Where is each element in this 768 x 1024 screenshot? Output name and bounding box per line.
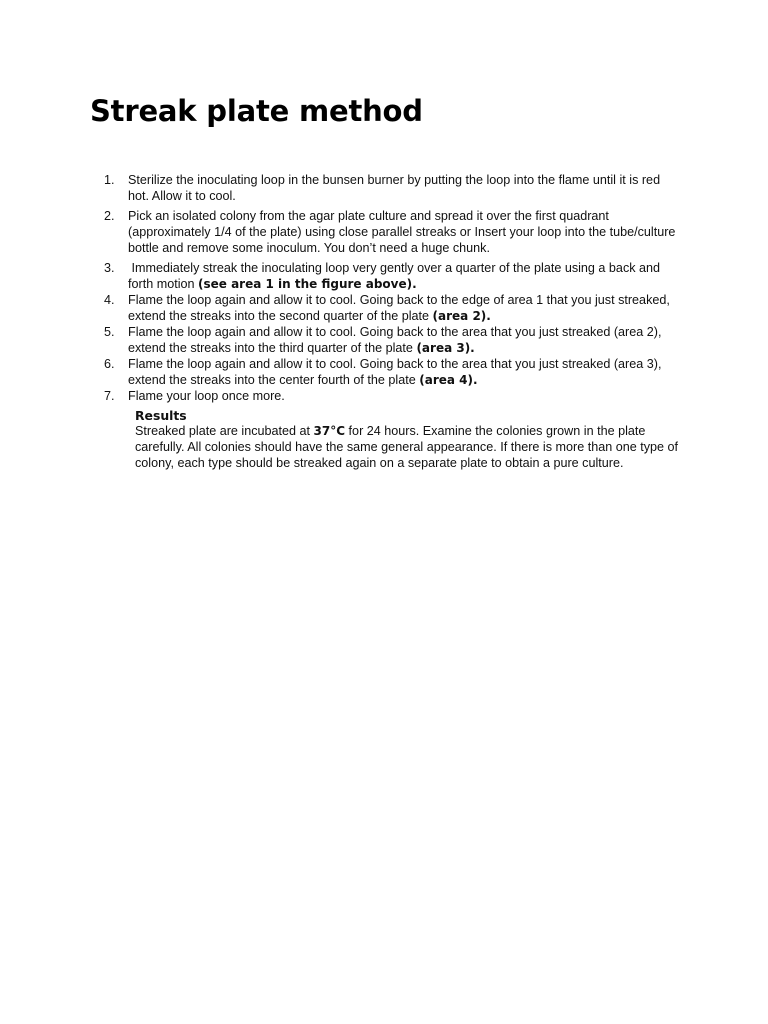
results-section xyxy=(135,408,680,471)
step-bold-text: (see area 1 in the figure above). xyxy=(198,277,417,291)
list-item xyxy=(90,172,680,204)
list-item xyxy=(90,208,680,256)
results-heading: Results xyxy=(135,408,187,423)
page-title: Streak plate method xyxy=(90,94,423,128)
list-item xyxy=(90,388,680,404)
results-paragraph xyxy=(135,423,680,471)
list-item xyxy=(90,260,680,292)
step-number: 6. xyxy=(104,357,115,371)
step-number: 5. xyxy=(104,325,115,339)
step-text: Immediately streak the inoculating loop very gently over a quarter of the plate using a back and forth motion xyxy=(128,261,664,291)
step-number: 4. xyxy=(104,293,115,307)
step-number: 3. xyxy=(104,261,115,275)
results-temperature: 37°C xyxy=(313,424,346,438)
results-text-after: for 24 hours. Examine the colonies grown in the plate carefully. All colonies should have the same general appearance. If there is more than one type of colony, each type should be streaked again on a separate plate to obtain a pure culture. xyxy=(135,424,679,470)
step-text: Flame your loop once more. xyxy=(128,389,285,403)
list-item xyxy=(90,292,680,324)
list-item xyxy=(90,356,680,388)
step-bold-text: (area 2). xyxy=(432,309,491,323)
list-item xyxy=(90,324,680,356)
step-text: Pick an isolated colony from the agar plate culture and spread it over the first quadrant (approximately 1/4 of the plate) using close parallel streaks or Insert your loop into the tube/culture bottle and remove some inoculum. You don’t need a huge chunk. xyxy=(128,209,676,255)
steps-list xyxy=(90,172,680,404)
step-text: Flame the loop again and allow it to cool. Going back to the edge of area 1 that you just streaked, extend the streaks into the second quarter of the plate xyxy=(128,293,670,323)
results-text-before: Streaked plate are incubated at xyxy=(135,424,314,438)
step-bold-text: (area 4). xyxy=(419,373,478,387)
step-number: 7. xyxy=(104,389,115,403)
step-text: Flame the loop again and allow it to cool. Going back to the area that you just streaked (area 3), extend the streaks into the center fourth of the plate xyxy=(128,357,662,387)
step-text: Flame the loop again and allow it to cool. Going back to the area that you just streaked (area 2), extend the streaks into the third quarter of the plate xyxy=(128,325,662,355)
step-number: 1. xyxy=(104,173,115,187)
step-text: Sterilize the inoculating loop in the bunsen burner by putting the loop into the flame until it is red hot. Allow it to cool. xyxy=(128,173,661,203)
step-bold-text: (area 3). xyxy=(416,341,475,355)
step-number: 2. xyxy=(104,209,115,223)
